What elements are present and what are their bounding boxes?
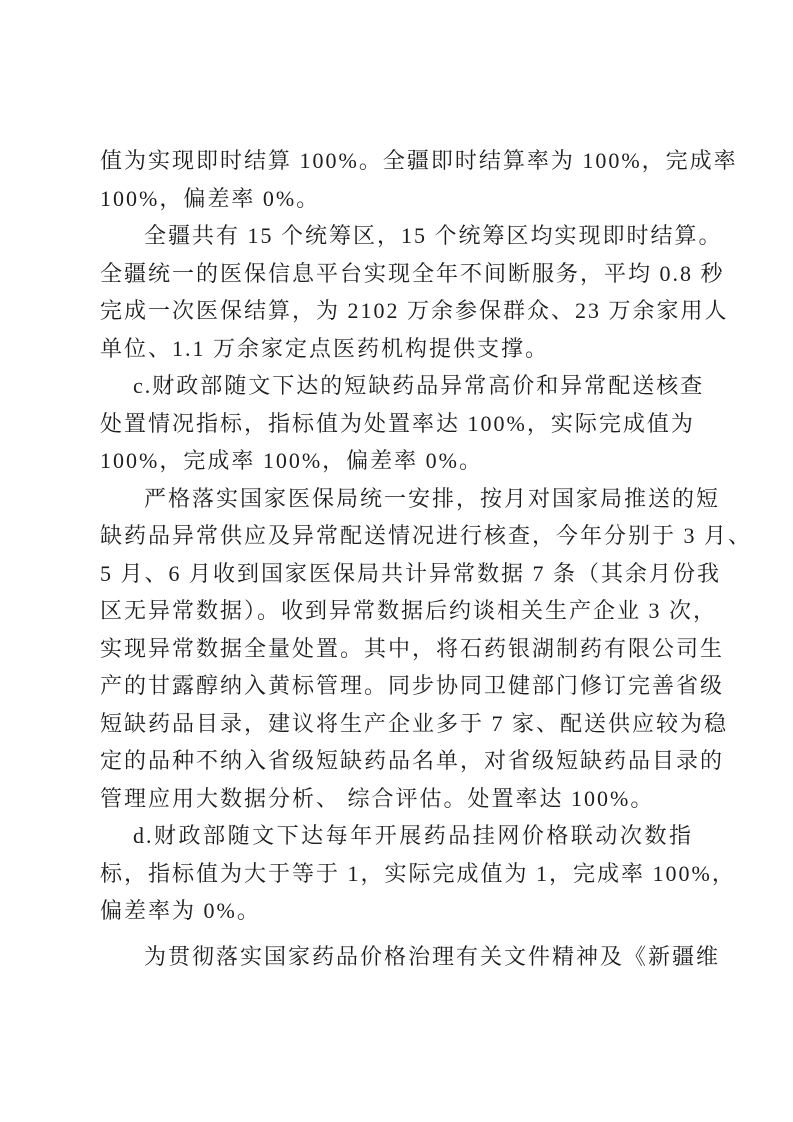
document-line: 全疆共有 15 个统筹区，15 个统筹区均实现即时结算。: [144, 223, 723, 248]
document-line: 产的甘露醇纳入黄标管理。同步协同卫健部门修订完善省级: [100, 673, 725, 698]
document-line: 缺药品异常供应及异常配送情况进行核查，今年分别于 3 月、: [100, 523, 753, 548]
document-line: 处置情况指标，指标值为处置率达 100%，实际完成值为: [100, 410, 695, 436]
document-line: 短缺药品目录，建议将生产企业多于 7 家、配送供应较为稳: [100, 710, 729, 736]
document-line: 管理应用大数据分析、 综合评估。处置率达 100%。: [100, 785, 655, 811]
document-line: 定的品种不纳入省级短缺药品名单，对省级短缺药品目录的: [100, 748, 725, 773]
document-line: c.财政部随文下达的短缺药品异常高价和异常配送核查: [133, 373, 705, 398]
document-line: 严格落实国家医保局统一安排，按月对国家局推送的短: [144, 485, 721, 511]
document-line: 区无异常数据）。收到异常数据后约谈相关生产企业 3 次，: [100, 598, 718, 623]
document-line: 100%，完成率 100%，偏差率 0%。: [100, 448, 483, 473]
document-line: d.财政部随文下达每年开展药品挂网价格联动次数指: [133, 823, 693, 848]
document-text-block: [100, 142, 753, 975]
document-line: 全疆统一的医保信息平台实现全年不间断服务，平均 0.8 秒: [100, 260, 725, 286]
document-line: 标，指标值为大于等于 1，实际完成值为 1，完成率 100%，: [100, 860, 736, 886]
document-line: 5 月、6 月收到国家医保局共计异常数据 7 条（其余月份我: [100, 560, 722, 586]
document-line: 偏差率为 0%。: [100, 898, 261, 923]
document-line: 100%，偏差率 0%。: [100, 185, 321, 211]
document-line: 实现异常数据全量处置。其中，将石药银湖制药有限公司生: [100, 635, 725, 661]
document-line: 完成一次医保结算，为 2102 万余参保群众、23 万余家用人: [100, 298, 729, 323]
document-line: 单位、1.1 万余家定点医药机构提供支撑。: [100, 335, 550, 361]
document-line: 为贯彻落实国家药品价格治理有关文件精神及《新疆维: [144, 943, 721, 969]
document-line: 值为实现即时结算 100%。全疆即时结算率为 100%，完成率: [100, 148, 738, 173]
